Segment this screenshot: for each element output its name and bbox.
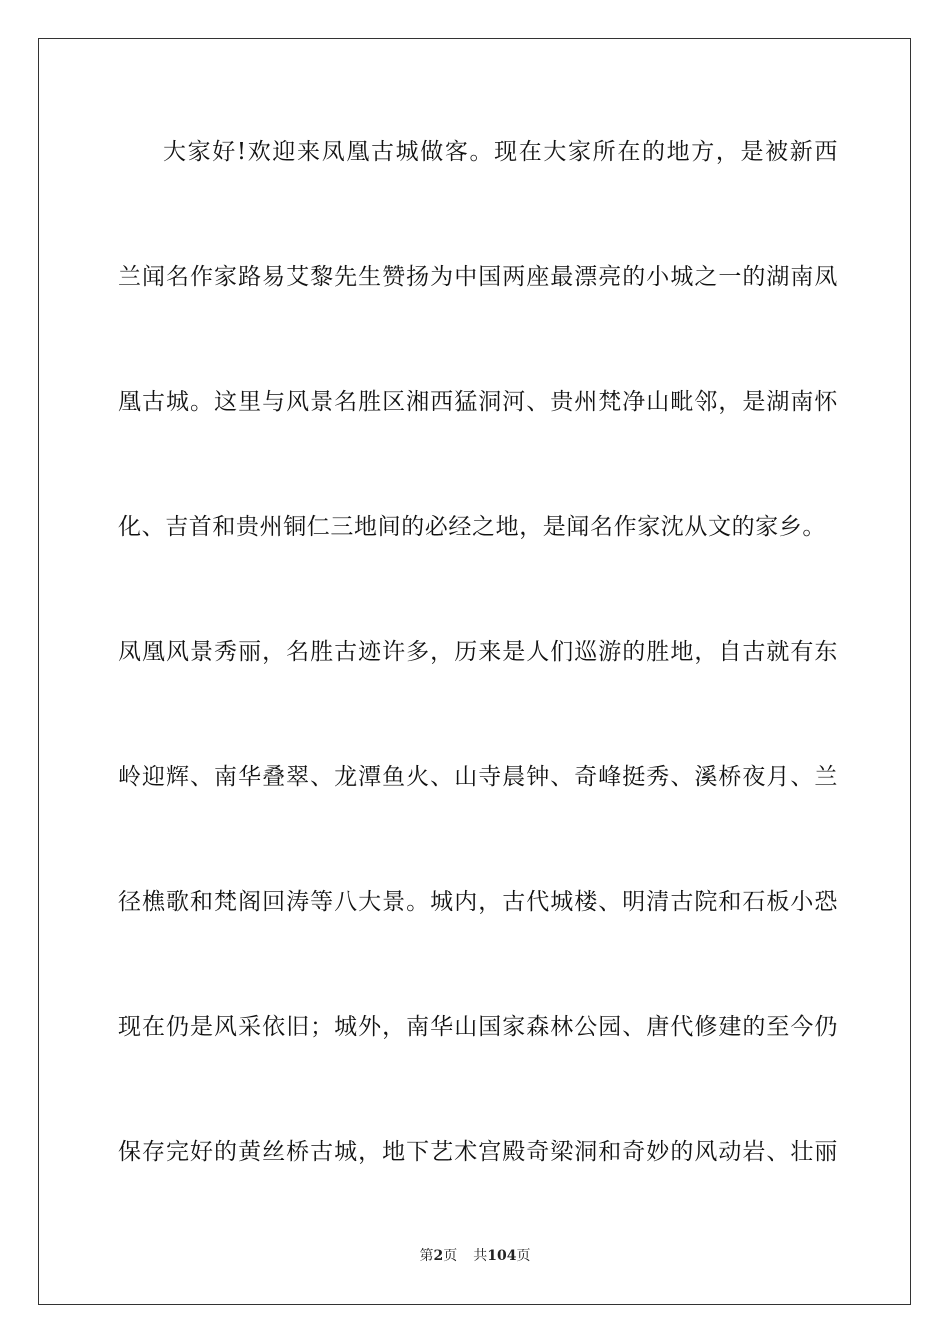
text-line-5: 凤凰风景秀丽，名胜古迹许多，历来是人们巡游的胜地，自古就有东 <box>118 639 838 665</box>
page-number: 2 <box>433 1248 444 1264</box>
page-border <box>38 38 911 1305</box>
page-footer <box>0 1246 950 1266</box>
total-pages: 104 <box>487 1248 517 1264</box>
total-pages-suffix: 页 <box>516 1248 531 1264</box>
text-line-1: 大家好!欢迎来凤凰古城做客。现在大家所在的地方，是被新西 <box>163 139 838 165</box>
total-pages-prefix: 共 <box>473 1248 488 1264</box>
text-line-6: 岭迎辉、南华叠翠、龙潭鱼火、山寺晨钟、奇峰挺秀、溪桥夜月、兰 <box>118 764 838 790</box>
text-line-3: 凰古城。这里与风景名胜区湘西猛洞河、贵州梵净山毗邻，是湖南怀 <box>118 389 838 415</box>
text-line-2: 兰闻名作家路易艾黎先生赞扬为中国两座最漂亮的小城之一的湖南凤 <box>118 264 838 290</box>
text-line-4: 化、吉首和贵州铜仁三地间的必经之地，是闻名作家沈从文的家乡。 <box>118 514 826 540</box>
text-line-7: 径樵歌和梵阁回涛等八大景。城内，古代城楼、明清古院和石板小恐 <box>118 889 838 915</box>
text-line-9: 保存完好的黄丝桥古城，地下艺术宫殿奇梁洞和奇妙的风动岩、壮丽 <box>118 1139 838 1165</box>
page-number-suffix: 页 <box>443 1248 458 1264</box>
text-line-8: 现在仍是风采依旧；城外，南华山国家森林公园、唐代修建的至今仍 <box>118 1014 838 1040</box>
page-number-prefix: 第 <box>419 1248 434 1264</box>
